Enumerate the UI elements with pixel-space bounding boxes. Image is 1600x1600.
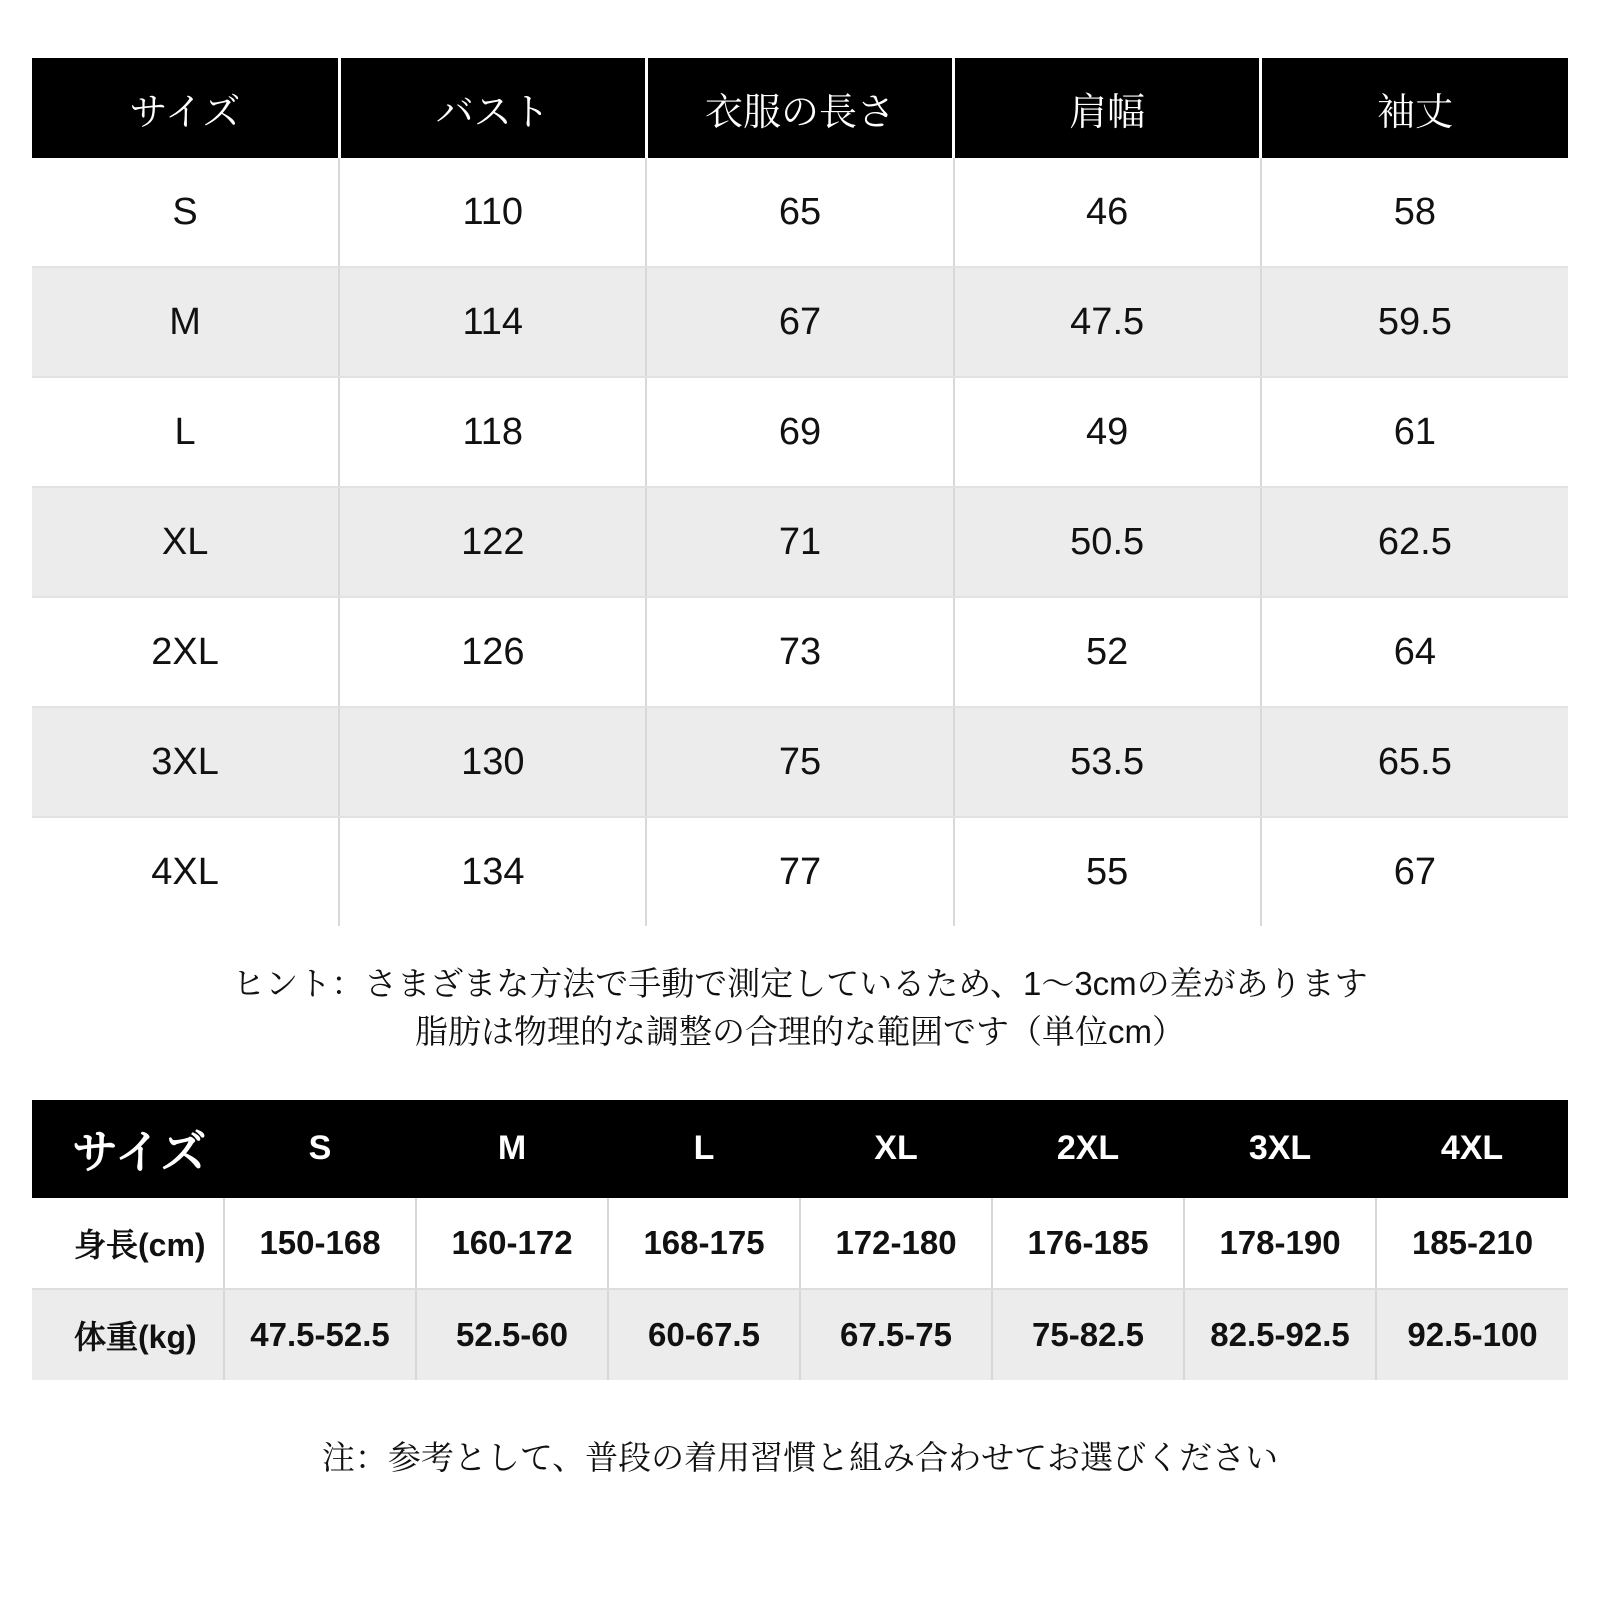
column-header-xl: XL bbox=[800, 1100, 992, 1198]
column-header-m: M bbox=[416, 1100, 608, 1198]
cell-height-2xl: 176-185 bbox=[992, 1198, 1184, 1289]
cell-sleeve: 61 bbox=[1261, 377, 1568, 487]
cell-length: 75 bbox=[646, 707, 953, 817]
column-header-l: L bbox=[608, 1100, 800, 1198]
cell-bust: 110 bbox=[339, 158, 646, 267]
column-header-3xl: 3XL bbox=[1184, 1100, 1376, 1198]
cell-sleeve: 64 bbox=[1261, 597, 1568, 707]
cell-bust: 122 bbox=[339, 487, 646, 597]
cell-size: M bbox=[32, 267, 339, 377]
column-header-shoulder: 肩幅 bbox=[954, 58, 1261, 158]
hint-line-1: ヒント：さまざまな方法で手動で測定しているため、1〜3cmの差があります bbox=[232, 965, 1368, 1002]
column-header-2xl: 2XL bbox=[992, 1100, 1184, 1198]
cell-weight-3xl: 82.5-92.5 bbox=[1184, 1289, 1376, 1380]
cell-sleeve: 67 bbox=[1261, 817, 1568, 926]
cell-height-l: 168-175 bbox=[608, 1198, 800, 1289]
cell-bust: 118 bbox=[339, 377, 646, 487]
hint-line-2: 脂肪は物理的な調整の合理的な範囲です（単位cm） bbox=[415, 1012, 1185, 1050]
cell-weight-xl: 67.5-75 bbox=[800, 1289, 992, 1380]
cell-size: XL bbox=[32, 487, 339, 597]
cell-size: L bbox=[32, 377, 339, 487]
cell-size: S bbox=[32, 158, 339, 267]
cell-size: 2XL bbox=[32, 597, 339, 707]
table-row bbox=[32, 158, 1568, 267]
cell-sleeve: 65.5 bbox=[1261, 707, 1568, 817]
cell-shoulder: 50.5 bbox=[954, 487, 1261, 597]
table-row bbox=[32, 267, 1568, 377]
column-header-sleeve: 袖丈 bbox=[1261, 58, 1568, 158]
table-row-height bbox=[32, 1198, 1568, 1289]
footnote: 注：参考として、普段の着用習慣と組み合わせてお選びください bbox=[321, 1438, 1279, 1476]
cell-height-3xl: 178-190 bbox=[1184, 1198, 1376, 1289]
cell-bust: 114 bbox=[339, 267, 646, 377]
cell-shoulder: 55 bbox=[954, 817, 1261, 926]
table-row bbox=[32, 817, 1568, 926]
table-header-row bbox=[32, 58, 1568, 158]
table-row-weight bbox=[32, 1289, 1568, 1380]
size-measurement-table bbox=[32, 58, 1568, 926]
column-header-size: サイズ bbox=[32, 1100, 224, 1198]
cell-height-m: 160-172 bbox=[416, 1198, 608, 1289]
cell-length: 77 bbox=[646, 817, 953, 926]
cell-size: 3XL bbox=[32, 707, 339, 817]
cell-length: 71 bbox=[646, 487, 953, 597]
cell-weight-l: 60-67.5 bbox=[608, 1289, 800, 1380]
table-row bbox=[32, 487, 1568, 597]
cell-weight-m: 52.5-60 bbox=[416, 1289, 608, 1380]
cell-length: 69 bbox=[646, 377, 953, 487]
cell-bust: 126 bbox=[339, 597, 646, 707]
height-weight-table-wrap bbox=[32, 1100, 1568, 1380]
cell-sleeve: 62.5 bbox=[1261, 487, 1568, 597]
cell-shoulder: 53.5 bbox=[954, 707, 1261, 817]
cell-shoulder: 52 bbox=[954, 597, 1261, 707]
column-header-size: サイズ bbox=[32, 58, 339, 158]
table-header-row bbox=[32, 1100, 1568, 1198]
measurement-hint bbox=[32, 960, 1568, 1056]
cell-sleeve: 59.5 bbox=[1261, 267, 1568, 377]
cell-weight-2xl: 75-82.5 bbox=[992, 1289, 1184, 1380]
cell-height-s: 150-168 bbox=[224, 1198, 416, 1289]
cell-shoulder: 46 bbox=[954, 158, 1261, 267]
cell-bust: 130 bbox=[339, 707, 646, 817]
cell-shoulder: 47.5 bbox=[954, 267, 1261, 377]
cell-sleeve: 58 bbox=[1261, 158, 1568, 267]
cell-weight-4xl: 92.5-100 bbox=[1376, 1289, 1568, 1380]
column-header-s: S bbox=[224, 1100, 416, 1198]
cell-length: 73 bbox=[646, 597, 953, 707]
column-header-length: 衣服の長さ bbox=[646, 58, 953, 158]
table-row bbox=[32, 377, 1568, 487]
cell-length: 67 bbox=[646, 267, 953, 377]
cell-length: 65 bbox=[646, 158, 953, 267]
cell-weight-s: 47.5-52.5 bbox=[224, 1289, 416, 1380]
cell-size: 4XL bbox=[32, 817, 339, 926]
height-weight-table bbox=[32, 1100, 1568, 1380]
cell-height-xl: 172-180 bbox=[800, 1198, 992, 1289]
row-header-weight: 体重(kg) bbox=[32, 1289, 224, 1380]
table-row bbox=[32, 597, 1568, 707]
cell-shoulder: 49 bbox=[954, 377, 1261, 487]
column-header-bust: バスト bbox=[339, 58, 646, 158]
cell-bust: 134 bbox=[339, 817, 646, 926]
cell-height-4xl: 185-210 bbox=[1376, 1198, 1568, 1289]
column-header-4xl: 4XL bbox=[1376, 1100, 1568, 1198]
table-row bbox=[32, 707, 1568, 817]
row-header-height: 身長(cm) bbox=[32, 1198, 224, 1289]
